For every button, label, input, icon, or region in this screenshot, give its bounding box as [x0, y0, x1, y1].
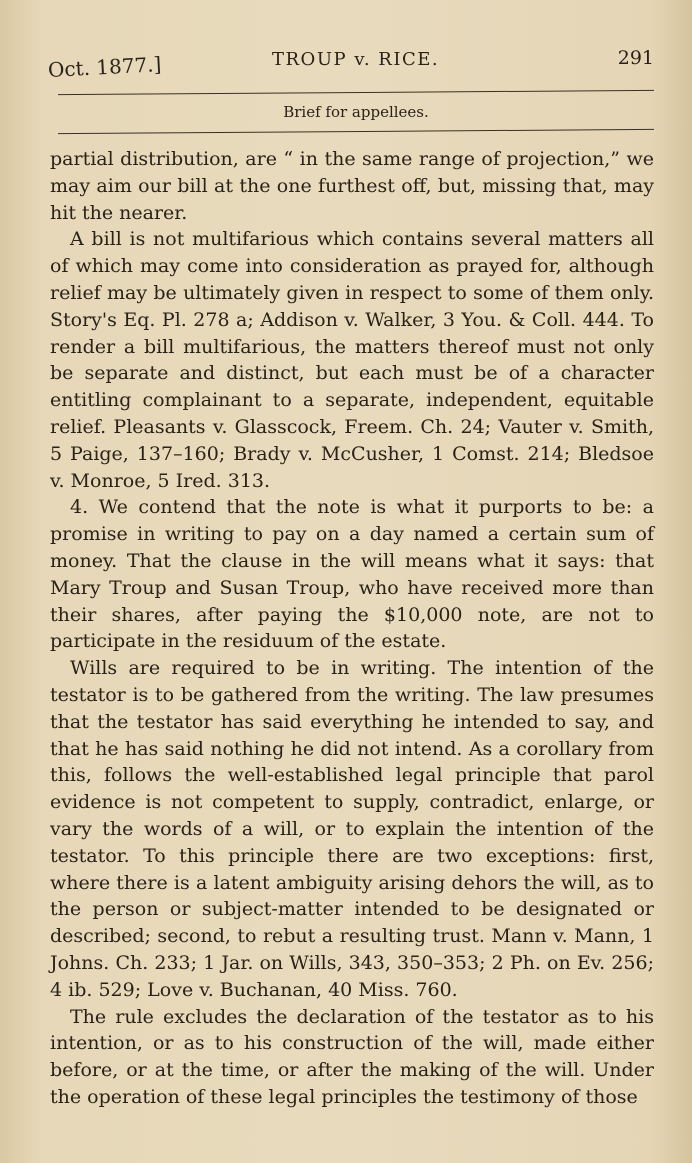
- paragraph: 4. We contend that the note is what it purports to be: a promise in writing to pay on a day named a certain sum of money. That the clause in the will means what it says: that Mary Troup and Susan Troup, who have received more than their shares, after paying the $10,000 note, are not to participate in the residuum of the estate.: [50, 496, 654, 653]
- header-title: TROUP v. RICE.: [272, 49, 440, 70]
- body-text: [50, 146, 654, 1111]
- header-rule-top: [58, 90, 654, 95]
- paragraph: A bill is not multifarious which contains several matters all of which may come into consideration as prayed for, although relief may be ultimately given in respect to some of them only. Story's Eq. Pl. 278 a; Addison v. Walker, 3 You. & Coll. 444. To render a bill multifarious, the matters thereof must not only be separate and distinct, but each must be of a character entitling complainant to a separate, independent, equitable relief. Pleasants v. Glasscock, Freem. Ch. 24; Vauter v. Smith, 5 Paige, 137–160; Brady v. McCusher, 1 Comst. 214; Bledsoe v. Monroe, 5 Ired. 313.: [50, 228, 654, 492]
- header-rule-bottom: [58, 129, 654, 134]
- page-number: 291: [617, 47, 654, 69]
- paragraph: Wills are required to be in writing. The intention of the testator is to be gathered from the writing. The law presumes that the testator has said everything he intended to say, and that he has said nothing he did not intend. As a corollary from this, follows the well-established legal principle that parol evidence is not competent to supply, contradict, enlarge, or vary the words of a will, or to explain the intention of the testator. To this principle there are two exceptions: first, where there is a latent ambiguity arising dehors the will, as to the person or subject-matter intended to be designated or described; second, to rebut a resulting trust. Mann v. Mann, 1 Johns. Ch. 233; 1 Jar. on Wills, 343, 350–353; 2 Ph. on Ev. 256; 4 ib. 529; Love v. Buchanan, 40 Miss. 760.: [50, 657, 654, 1001]
- paragraph: partial distribution, are “ in the same range of projection,” we may aim our bill at the one furthest off, but, missing that, may hit the nearer.: [50, 148, 654, 224]
- paragraph: The rule excludes the declaration of the testator as to his intention, or as to his construction of the will, made either before, or at the time, or after the making of the will. Under the operation of these legal principles the testimony of those: [50, 1005, 654, 1108]
- running-header: [48, 44, 658, 84]
- header-date: Oct. 1877.]: [47, 52, 162, 82]
- section-subheading: Brief for appellees.: [283, 103, 429, 121]
